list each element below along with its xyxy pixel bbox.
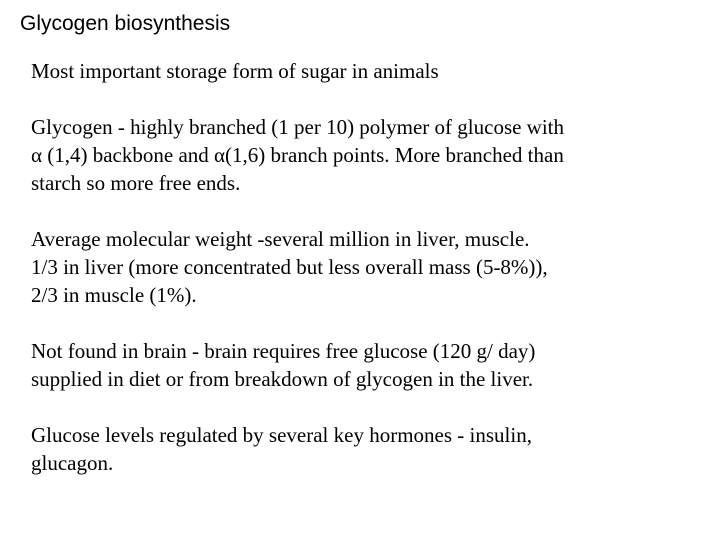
paragraph-molecular-weight <box>31 225 691 309</box>
paragraph-line: Average molecular weight -several million in liver, muscle. <box>31 227 530 251</box>
slide-body <box>31 57 691 505</box>
paragraph-line: Glucose levels regulated by several key hormones - insulin, <box>31 423 532 447</box>
paragraph-line: 2/3 in muscle (1%). <box>31 283 197 307</box>
paragraph-glycogen-structure <box>31 113 691 197</box>
paragraph-line: Not found in brain - brain requires free glucose (120 g/ day) <box>31 339 536 363</box>
slide-title: Glycogen biosynthesis <box>20 12 231 35</box>
paragraph-line: glucagon. <box>31 451 114 475</box>
paragraph-brain <box>31 337 691 393</box>
paragraph-line: Glycogen - highly branched (1 per 10) polymer of glucose with <box>31 115 565 139</box>
paragraph-line: α (1,4) backbone and α(1,6) branch points. More branched than <box>31 143 564 167</box>
paragraph-line: starch so more free ends. <box>31 171 241 195</box>
paragraph-hormones <box>31 421 691 477</box>
paragraph-line: Most important storage form of sugar in animals <box>31 59 439 83</box>
paragraph-line: 1/3 in liver (more concentrated but less overall mass (5-8%)), <box>31 255 548 279</box>
paragraph-line: supplied in diet or from breakdown of glycogen in the liver. <box>31 367 534 391</box>
paragraph-storage-form <box>31 57 691 85</box>
